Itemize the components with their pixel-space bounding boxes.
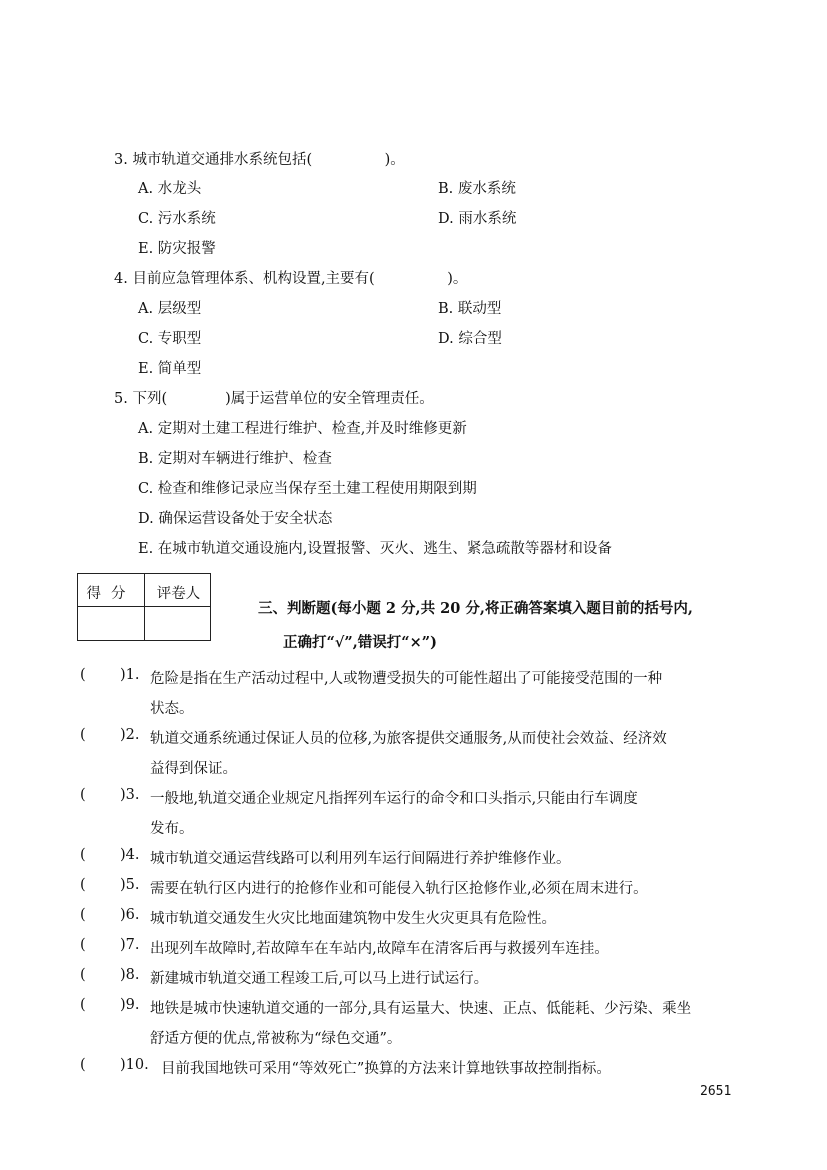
question-3-option-a: A. 水龙头: [138, 181, 202, 197]
score-table-divider: [78, 606, 210, 607]
score-table: [77, 573, 211, 641]
judgement-text: 目前我国地铁可采用“等效死亡”换算的方法来计算地铁事故控制指标。: [161, 1061, 611, 1077]
judgement-text: 发布。: [150, 821, 194, 837]
page-number: 2651: [700, 1084, 732, 1099]
question-4-stem: 4. 目前应急管理体系、机构设置,主要有( )。: [114, 271, 468, 287]
question-5-option-b: B. 定期对车辆进行维护、检查: [138, 451, 332, 467]
judgement-text: 舒适方便的优点,常被称为“绿色交通”。: [150, 1031, 402, 1047]
judgement-text: 城市轨道交通运营线路可以利用列车运行间隔进行养护维修作业。: [150, 851, 571, 867]
answer-paren: (: [80, 967, 86, 983]
question-5-stem: 5. 下列( )属于运营单位的安全管理责任。: [114, 391, 434, 407]
question-4-option-e: E. 简单型: [138, 361, 202, 377]
answer-paren: (: [80, 667, 86, 683]
judgement-number: )3.: [120, 787, 140, 803]
judgement-text: 新建城市轨道交通工程竣工后,可以马上进行试运行。: [150, 971, 489, 987]
question-3-stem: 3. 城市轨道交通排水系统包括( )。: [114, 152, 405, 168]
judgement-number: )2.: [120, 727, 140, 743]
answer-paren: (: [80, 787, 86, 803]
question-4-option-a: A. 层级型: [138, 301, 202, 317]
answer-paren: (: [80, 727, 86, 743]
judgement-text: 出现列车故障时,若故障车在车站内,故障车在清客后再与救援列车连挂。: [150, 941, 609, 957]
judgement-number: )10.: [120, 1057, 149, 1073]
judgement-text: 地铁是城市快速轨道交通的一部分,具有运量大、快速、正点、低能耗、少污染、乘坐: [150, 1001, 692, 1017]
judgement-text: 益得到保证。: [150, 761, 237, 777]
judgement-text: 一般地,轨道交通企业规定凡指挥列车运行的命令和口头指示,只能由行车调度: [150, 791, 638, 807]
question-3-option-d: D. 雨水系统: [438, 211, 517, 227]
answer-paren: (: [80, 907, 86, 923]
question-5-option-d: D. 确保运营设备处于安全状态: [138, 511, 333, 527]
judgement-text: 需要在轨行区内进行的抢修作业和可能侵入轨行区抢修作业,必须在周末进行。: [150, 881, 648, 897]
answer-paren: (: [80, 937, 86, 953]
judgement-number: )1.: [120, 667, 140, 683]
judgement-number: )8.: [120, 967, 140, 983]
grader-label: 评卷人: [156, 586, 201, 602]
question-4-option-c: C. 专职型: [138, 331, 202, 347]
answer-paren: (: [80, 877, 86, 893]
judgement-number: )9.: [120, 997, 140, 1013]
judgement-text: 城市轨道交通发生火灾比地面建筑物中发生火灾更具有危险性。: [150, 911, 556, 927]
judgement-text: 状态。: [150, 701, 194, 717]
judgement-text: 轨道交通系统通过保证人员的位移,为旅客提供交通服务,从而使社会效益、经济效: [150, 731, 667, 747]
judgement-number: )6.: [120, 907, 140, 923]
section-3-title: 三、判断题(每小题 2 分,共 20 分,将正确答案填入题目前的括号内,: [258, 600, 693, 617]
question-5-option-c: C. 检查和维修记录应当保存至土建工程使用期限到期: [138, 481, 477, 497]
question-3-option-e: E. 防灾报警: [138, 241, 216, 257]
answer-paren: (: [80, 997, 86, 1013]
question-3-option-c: C. 污水系统: [138, 211, 216, 227]
question-5-option-a: A. 定期对土建工程进行维护、检查,并及时维修更新: [138, 421, 467, 437]
judgement-number: )4.: [120, 847, 140, 863]
question-3-option-b: B. 废水系统: [438, 181, 516, 197]
judgement-number: )7.: [120, 937, 140, 953]
score-label: 得分: [86, 586, 136, 602]
question-4-option-b: B. 联动型: [438, 301, 502, 317]
answer-paren: (: [80, 1057, 86, 1073]
answer-paren: (: [80, 847, 86, 863]
judgement-number: )5.: [120, 877, 140, 893]
judgement-text: 危险是指在生产活动过程中,人或物遭受损失的可能性超出了可能接受范围的一种: [150, 671, 663, 687]
question-5-option-e: E. 在城市轨道交通设施内,设置报警、灭火、逃生、紧急疏散等器材和设备: [138, 541, 612, 557]
question-4-option-d: D. 综合型: [438, 331, 502, 347]
section-3-title-continued: 正确打“√”,错误打“×”): [283, 634, 437, 651]
